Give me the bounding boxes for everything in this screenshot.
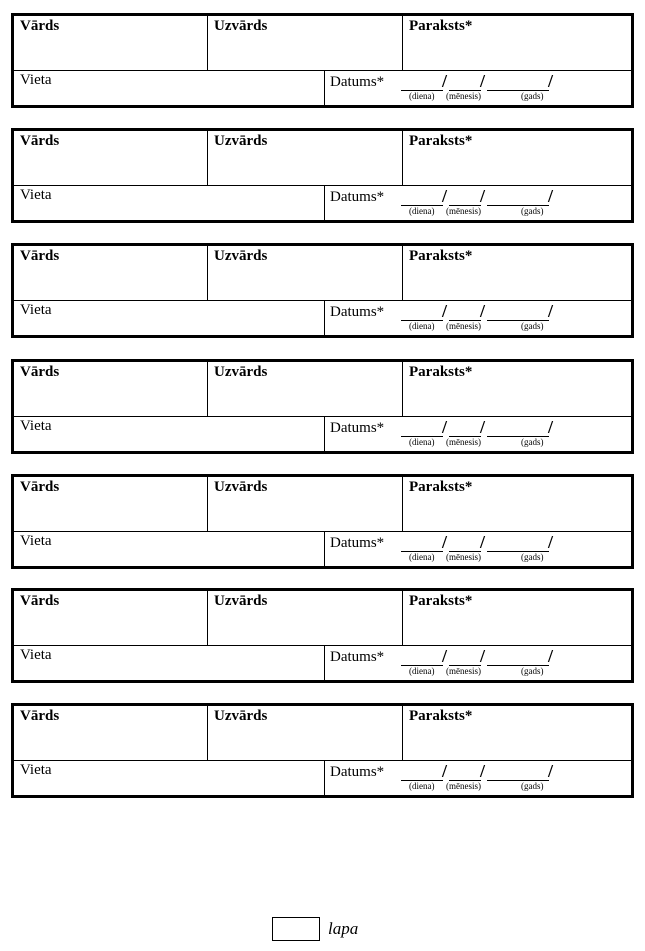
name-label: Vārds bbox=[20, 593, 60, 609]
date-separator: / bbox=[480, 646, 486, 666]
signature-block bbox=[11, 128, 634, 223]
date-separator: / bbox=[442, 301, 448, 321]
month-caption: (mēnesis) bbox=[446, 206, 481, 216]
year-caption: (gads) bbox=[521, 91, 544, 101]
date-separator: / bbox=[480, 301, 486, 321]
place-field[interactable] bbox=[14, 71, 325, 105]
year-caption: (gads) bbox=[521, 666, 544, 676]
month-caption: (mēnesis) bbox=[446, 91, 481, 101]
signature-block bbox=[11, 703, 634, 798]
surname-field[interactable] bbox=[208, 477, 403, 531]
place-label: Vieta bbox=[20, 762, 52, 778]
date-label: Datums* bbox=[330, 420, 385, 436]
name-field[interactable] bbox=[14, 591, 208, 645]
day-caption: (diena) bbox=[409, 552, 435, 562]
day-caption: (diena) bbox=[409, 206, 435, 216]
date-separator: / bbox=[442, 761, 448, 781]
surname-field[interactable] bbox=[208, 246, 403, 300]
name-field[interactable] bbox=[14, 362, 208, 416]
signature-label: Paraksts* bbox=[409, 364, 473, 380]
date-separator: / bbox=[480, 532, 486, 552]
date-field[interactable] bbox=[401, 761, 554, 799]
place-field[interactable] bbox=[14, 532, 325, 566]
signature-label: Paraksts* bbox=[409, 708, 473, 724]
surname-field[interactable] bbox=[208, 131, 403, 185]
signature-field[interactable] bbox=[403, 246, 631, 300]
day-caption: (diena) bbox=[409, 91, 435, 101]
place-field[interactable] bbox=[14, 417, 325, 451]
date-field[interactable] bbox=[401, 417, 554, 455]
year-caption: (gads) bbox=[521, 781, 544, 791]
signature-label: Paraksts* bbox=[409, 479, 473, 495]
date-field[interactable] bbox=[401, 532, 554, 570]
date-separator: / bbox=[548, 761, 554, 781]
year-caption: (gads) bbox=[521, 552, 544, 562]
signature-block bbox=[11, 359, 634, 454]
date-field[interactable] bbox=[401, 646, 554, 684]
date-label: Datums* bbox=[330, 764, 385, 780]
signature-label: Paraksts* bbox=[409, 593, 473, 609]
name-label: Vārds bbox=[20, 18, 60, 34]
date-field[interactable] bbox=[401, 186, 554, 224]
name-field[interactable] bbox=[14, 706, 208, 760]
date-separator: / bbox=[442, 71, 448, 91]
name-field[interactable] bbox=[14, 131, 208, 185]
date-separator: / bbox=[548, 301, 554, 321]
date-label: Datums* bbox=[330, 304, 385, 320]
place-label: Vieta bbox=[20, 533, 52, 549]
date-separator: / bbox=[480, 761, 486, 781]
name-label: Vārds bbox=[20, 708, 60, 724]
signature-field[interactable] bbox=[403, 16, 631, 70]
date-separator: / bbox=[480, 186, 486, 206]
date-separator: / bbox=[548, 417, 554, 437]
year-caption: (gads) bbox=[521, 437, 544, 447]
surname-label: Uzvārds bbox=[214, 364, 268, 380]
day-caption: (diena) bbox=[409, 781, 435, 791]
page-number-box[interactable] bbox=[272, 917, 320, 941]
month-caption: (mēnesis) bbox=[446, 437, 481, 447]
date-separator: / bbox=[548, 186, 554, 206]
surname-field[interactable] bbox=[208, 16, 403, 70]
year-caption: (gads) bbox=[521, 206, 544, 216]
surname-label: Uzvārds bbox=[214, 708, 268, 724]
place-field[interactable] bbox=[14, 646, 325, 680]
surname-label: Uzvārds bbox=[214, 18, 268, 34]
name-label: Vārds bbox=[20, 364, 60, 380]
signature-field[interactable] bbox=[403, 477, 631, 531]
signature-field[interactable] bbox=[403, 706, 631, 760]
name-label: Vārds bbox=[20, 248, 60, 264]
signature-field[interactable] bbox=[403, 131, 631, 185]
name-label: Vārds bbox=[20, 479, 60, 495]
signature-label: Paraksts* bbox=[409, 133, 473, 149]
page-label: lapa bbox=[328, 919, 359, 938]
place-field[interactable] bbox=[14, 301, 325, 335]
month-caption: (mēnesis) bbox=[446, 321, 481, 331]
place-label: Vieta bbox=[20, 302, 52, 318]
signature-block bbox=[11, 243, 634, 338]
date-separator: / bbox=[442, 532, 448, 552]
place-label: Vieta bbox=[20, 418, 52, 434]
signature-label: Paraksts* bbox=[409, 248, 473, 264]
name-field[interactable] bbox=[14, 477, 208, 531]
surname-label: Uzvārds bbox=[214, 133, 268, 149]
date-label: Datums* bbox=[330, 535, 385, 551]
surname-label: Uzvārds bbox=[214, 479, 268, 495]
surname-label: Uzvārds bbox=[214, 248, 268, 264]
year-caption: (gads) bbox=[521, 321, 544, 331]
signature-block bbox=[11, 588, 634, 683]
surname-label: Uzvārds bbox=[214, 593, 268, 609]
date-label: Datums* bbox=[330, 189, 385, 205]
place-field[interactable] bbox=[14, 186, 325, 220]
date-label: Datums* bbox=[330, 74, 385, 90]
signature-field[interactable] bbox=[403, 362, 631, 416]
signature-block bbox=[11, 13, 634, 108]
surname-field[interactable] bbox=[208, 591, 403, 645]
place-label: Vieta bbox=[20, 647, 52, 663]
name-label: Vārds bbox=[20, 133, 60, 149]
date-separator: / bbox=[548, 532, 554, 552]
date-separator: / bbox=[480, 417, 486, 437]
signature-label: Paraksts* bbox=[409, 18, 473, 34]
place-label: Vieta bbox=[20, 187, 52, 203]
place-field[interactable] bbox=[14, 761, 325, 795]
signature-field[interactable] bbox=[403, 591, 631, 645]
date-separator: / bbox=[442, 417, 448, 437]
surname-field[interactable] bbox=[208, 706, 403, 760]
date-separator: / bbox=[442, 646, 448, 666]
date-separator: / bbox=[548, 646, 554, 666]
signature-block bbox=[11, 474, 634, 569]
day-caption: (diena) bbox=[409, 666, 435, 676]
date-field[interactable] bbox=[401, 301, 554, 339]
day-caption: (diena) bbox=[409, 437, 435, 447]
date-label: Datums* bbox=[330, 649, 385, 665]
name-field[interactable] bbox=[14, 246, 208, 300]
place-label: Vieta bbox=[20, 72, 52, 88]
month-caption: (mēnesis) bbox=[446, 666, 481, 676]
month-caption: (mēnesis) bbox=[446, 781, 481, 791]
date-separator: / bbox=[548, 71, 554, 91]
name-field[interactable] bbox=[14, 16, 208, 70]
month-caption: (mēnesis) bbox=[446, 552, 481, 562]
date-field[interactable] bbox=[401, 71, 554, 109]
surname-field[interactable] bbox=[208, 362, 403, 416]
day-caption: (diena) bbox=[409, 321, 435, 331]
date-separator: / bbox=[480, 71, 486, 91]
date-separator: / bbox=[442, 186, 448, 206]
